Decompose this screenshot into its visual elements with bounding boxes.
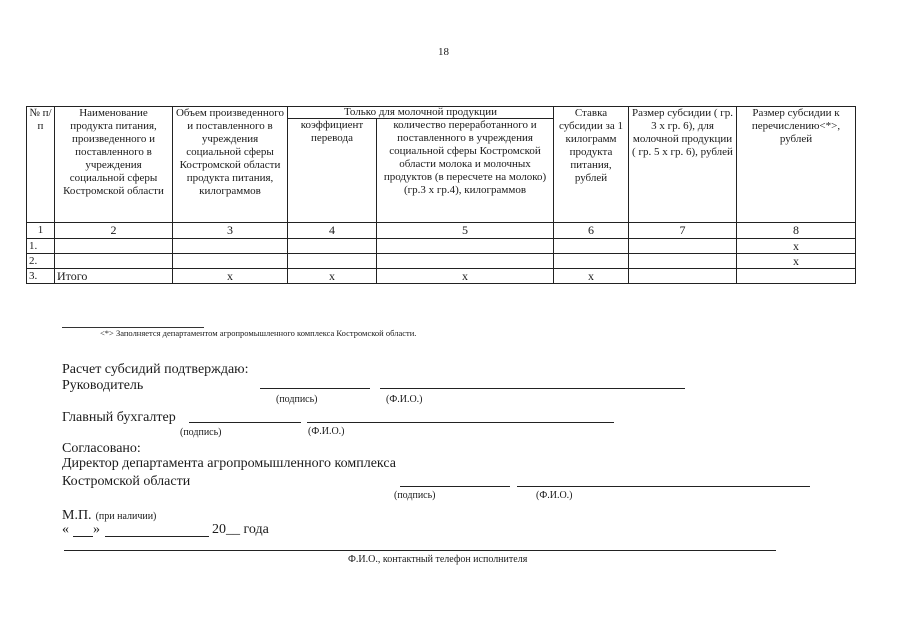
column-number: 5 [377,223,554,239]
table-cell [554,239,629,254]
table-cell [173,254,288,269]
header-coefficient: коэффициент перевода [288,119,377,223]
column-number: 4 [288,223,377,239]
table-cell [55,239,173,254]
executor-line [64,550,776,551]
row-number: 2. [27,254,55,269]
date-day-line [73,536,93,537]
column-number: 8 [737,223,856,239]
table-cell [629,269,737,284]
table-cell [629,239,737,254]
table-cell [288,254,377,269]
subsidy-table [26,106,856,284]
table-cell: x [737,239,856,254]
row-number: 1. [27,239,55,254]
page-number: 18 [438,46,449,58]
table-cell [554,254,629,269]
table-row [27,239,856,254]
header-product-name: Наименование продукта питания, произведенного и поставленного в учреждения социальной сферы Костромской области [55,107,173,223]
head-signature-line [260,388,370,389]
table-cell [377,254,554,269]
column-number: 7 [629,223,737,239]
head-fio-line [380,388,685,389]
table-cell: x [554,269,629,284]
chief-accountant-label: Главный бухгалтер [62,410,176,425]
director-title-line1: Директор департамента агропромышленного комплекса [62,456,396,471]
date-close-quote: » [93,522,100,537]
table-row-total [27,269,856,284]
table-cell [55,254,173,269]
accountant-fio-line [307,422,614,423]
director-signature-line [400,486,510,487]
header-rate: Ставка субсидии за 1 килограмм продукта питания, рублей [554,107,629,223]
date-month-line [105,536,209,537]
column-number: 3 [173,223,288,239]
accountant-signature-line [189,422,301,423]
column-number: 6 [554,223,629,239]
table-cell: x [737,254,856,269]
director-signature-caption: (подпись) [394,490,436,501]
director-fio-line [517,486,810,487]
table-cell [737,269,856,284]
table-cell: x [173,269,288,284]
header-dairy-quantity: количество переработанного и поставленного в учреждения социальной сферы Костромской области молока и молочных продуктов (в пересчете на молоко) (гр.3 х гр.4), килограммов [377,119,554,223]
header-number: № п/п [27,107,55,223]
executor-caption: Ф.И.О., контактный телефон исполнителя [348,554,528,565]
table-cell: x [377,269,554,284]
header-dairy-group: Только для молочной продукции [288,107,554,119]
stamp-block [62,506,156,524]
head-label: Руководитель [62,378,144,393]
table-cell [377,239,554,254]
table-row [27,254,856,269]
agreed-label: Согласовано: [62,441,141,456]
accountant-fio-caption: (Ф.И.О.) [308,426,345,437]
column-number: 1 [27,223,55,239]
director-fio-caption: (Ф.И.О.) [536,490,573,501]
head-signature-caption: (подпись) [276,394,318,405]
table-cell: x [288,269,377,284]
accountant-signature-caption: (подпись) [180,427,222,438]
date-open-quote: « [62,522,69,537]
header-subsidy-size: Размер субсидии ( гр. 3 х гр. 6), для молочной продукции ( гр. 5 х гр. 6), рублей [629,107,737,223]
stamp-label: М.П. [62,508,92,523]
total-label: Итого [55,269,173,284]
header-volume: Объем произведенного и поставленного в учреждения социальной сферы Костромской области продукта питания, килограммов [173,107,288,223]
date-year: 20__ года [212,522,269,537]
header-subsidy-transfer: Размер субсидии к перечислению<*>, рублей [737,107,856,223]
table-cell [288,239,377,254]
column-number-row [27,223,856,239]
director-title-line2: Костромской области [62,474,191,489]
table-cell [629,254,737,269]
column-number: 2 [55,223,173,239]
row-number: 3. [27,269,55,284]
stamp-note: (при наличии) [95,511,157,522]
confirm-heading: Расчет субсидий подтверждаю: [62,362,249,377]
footnote: <*> Заполняется департаментом агропромышленного комплекса Костромской области. [100,328,417,338]
table-cell [173,239,288,254]
head-fio-caption: (Ф.И.О.) [386,394,423,405]
